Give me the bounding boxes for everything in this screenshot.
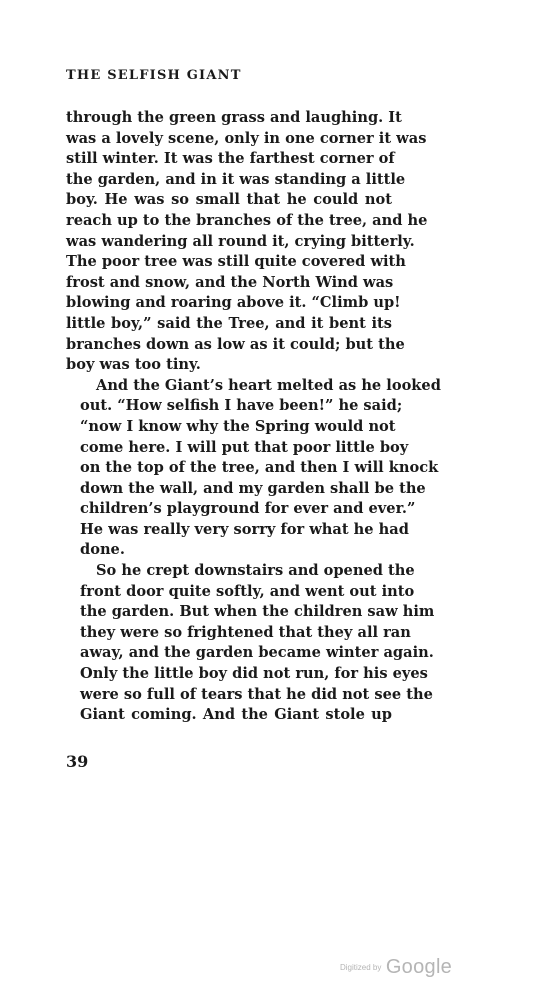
text-line: come here. I will put that poor little boy (80, 438, 409, 456)
text-line: reach up to the branches of the tree, and he (66, 211, 428, 229)
text-line: frost and snow, and the North Wind was (66, 273, 394, 291)
paragraph-1 (66, 108, 428, 376)
text-line: Only the little boy did not run, for his eyes (80, 665, 428, 683)
body-text (66, 108, 441, 726)
text-line: Giant coming. And the Giant stole up (80, 706, 392, 724)
watermark-prefix: Digitized by (340, 963, 382, 972)
digitization-watermark (340, 956, 452, 979)
page-number: 39 (66, 752, 89, 771)
text-line: The poor tree was still quite covered with (66, 253, 406, 271)
text-line: boy was too tiny. (66, 356, 201, 374)
text-line: away, and the garden became winter again. (80, 644, 434, 662)
text-line: boy. He was so small that he could not (66, 191, 392, 209)
running-header: THE SELFISH GIANT (66, 68, 242, 83)
paragraph-2 (66, 376, 441, 561)
text-line: front door quite softly, and went out into (80, 582, 415, 600)
text-line: through the green grass and laughing. It (66, 109, 402, 126)
text-line: He was really very sorry for what he had (80, 520, 409, 538)
text-line: So he crept downstairs and opened the (96, 562, 415, 580)
text-line: done. (80, 541, 125, 559)
text-line: little boy,” said the Tree, and it bent its (66, 314, 392, 332)
paragraph-3 (66, 561, 435, 726)
text-line: “now I know why the Spring would not (80, 417, 396, 435)
text-line: on the top of the tree, and then I will knock (80, 459, 439, 477)
text-line: was a lovely scene, only in one corner it was (66, 129, 427, 147)
text-line: down the wall, and my garden shall be the (80, 479, 426, 497)
text-line: out. “How selfish I have been!” he said; (80, 397, 403, 415)
text-line: children’s playground for ever and ever.” (80, 500, 416, 518)
text-line: was wandering all round it, crying bitterly. (66, 232, 415, 250)
text-line: were so full of tears that he did not see the (80, 685, 433, 703)
text-line: they were so frightened that they all ran (80, 623, 411, 641)
google-logo: Google (385, 956, 453, 978)
text-line: the garden. But when the children saw him (80, 603, 435, 621)
text-line: branches down as low as it could; but the (66, 335, 405, 353)
text-line: still winter. It was the farthest corner of (66, 150, 395, 168)
text-line: blowing and roaring above it. “Climb up! (66, 294, 401, 312)
text-line: the garden, and in it was standing a little (66, 170, 406, 188)
text-line: And the Giant’s heart melted as he looked (96, 376, 441, 394)
